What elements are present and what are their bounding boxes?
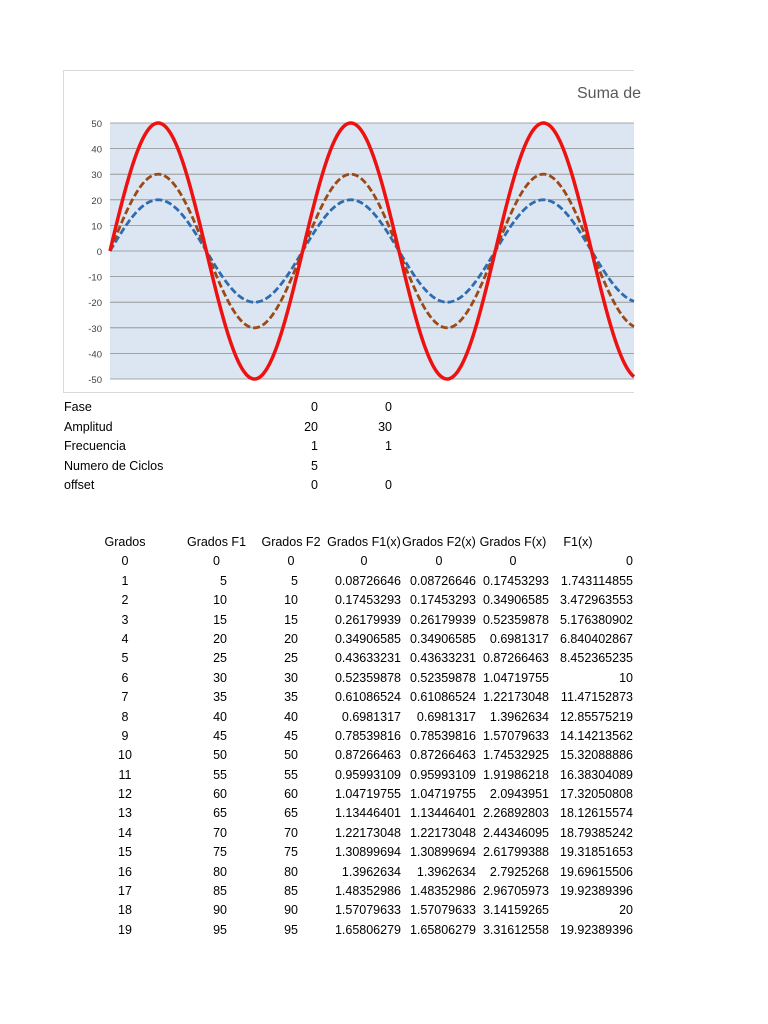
table-cell: 70: [213, 825, 227, 840]
table-cell: 30: [213, 670, 227, 685]
table-cell: 19.92389396: [560, 922, 633, 937]
param-value-1: 1: [311, 439, 318, 453]
table-cell: 35: [284, 690, 298, 705]
table-cell: 20: [619, 903, 633, 918]
table-cell: 95: [213, 922, 227, 937]
table-cell: 0.08726646: [409, 573, 476, 588]
column-header: Grados F1: [186, 535, 247, 549]
table-cell: 1.3962634: [416, 864, 476, 879]
y-tick-label: -40: [88, 349, 102, 361]
y-tick-label: -20: [88, 298, 102, 310]
table-cell: 0.87266463: [482, 651, 549, 666]
table-cell: 10: [284, 593, 298, 608]
table-cell: 10: [118, 748, 132, 763]
table-cell: 10: [619, 670, 633, 685]
table-cell: 2.26892803: [482, 806, 549, 821]
table-cell: 0.87266463: [409, 748, 476, 763]
table-cell: 1.74532925: [482, 748, 549, 763]
table-cell: 16.38304089: [560, 767, 633, 782]
table-cell: 0.52359878: [409, 670, 476, 685]
column-header: Grados: [104, 535, 146, 549]
table-cell: 0.61086524: [409, 690, 476, 705]
table-cell: 90: [213, 903, 227, 918]
table-cell: 11: [118, 767, 132, 782]
table-cell: 0.34906585: [409, 631, 476, 646]
table-cell: 1.57079633: [482, 728, 549, 743]
param-value-2: 30: [378, 419, 392, 434]
table-cell: 0.95993109: [409, 767, 476, 782]
table-cell: 75: [284, 845, 298, 860]
table-cell: 1.91986218: [482, 767, 549, 782]
table-cell: 1.13446401: [409, 806, 476, 821]
table-cell: 60: [213, 787, 227, 802]
table-cell: 0.34906585: [334, 631, 401, 646]
table-cell: 80: [213, 864, 227, 879]
table-cell: 0: [360, 554, 368, 569]
table-cell: 2.61799388: [482, 845, 549, 860]
table-cell: 16: [118, 864, 132, 879]
table-cell: 8.452365235: [560, 651, 633, 666]
table-cell: 55: [284, 767, 298, 782]
table-cell: 20: [213, 631, 227, 646]
table-cell: 2.44346095: [482, 825, 549, 840]
table-cell: 30: [284, 670, 298, 685]
table-cell: 14: [118, 825, 132, 840]
param-value-2: 1: [385, 439, 392, 453]
table-cell: 25: [284, 651, 298, 666]
table-cell: 0: [435, 554, 443, 569]
table-cell: 0: [509, 554, 517, 569]
table-cell: 0.17453293: [409, 593, 476, 608]
table-cell: 1.65806279: [409, 922, 476, 937]
table-cell: 10: [213, 593, 227, 608]
table-cell: 3.31612558: [482, 922, 549, 937]
table-cell: 50: [213, 748, 227, 763]
table-cell: 45: [284, 728, 298, 743]
table-cell: 5: [291, 573, 298, 588]
column-header: F1(x): [563, 535, 593, 549]
table-cell: 3: [121, 612, 129, 627]
table-cell: 1.22173048: [482, 690, 549, 705]
table-cell: 0.78539816: [334, 728, 401, 743]
table-cell: 5: [121, 651, 129, 666]
table-cell: 12: [118, 787, 132, 802]
table-cell: 17.32050808: [560, 787, 633, 802]
table-cell: 1.57079633: [334, 903, 401, 918]
table-cell: 50: [284, 748, 298, 763]
table-cell: 1.48352986: [334, 884, 401, 899]
param-label: offset: [64, 478, 95, 492]
table-cell: 85: [213, 884, 227, 899]
table-cell: 0.34906585: [482, 593, 549, 608]
param-label: Numero de Ciclos: [64, 458, 164, 473]
table-cell: 1.04719755: [482, 670, 549, 685]
y-tick-label: 30: [91, 170, 102, 182]
table-cell: 1.13446401: [334, 806, 401, 821]
y-tick-label: 40: [91, 144, 102, 156]
table-cell: 0.6981317: [489, 631, 549, 646]
table-cell: 0.43633231: [409, 651, 476, 666]
table-cell: 0.43633231: [334, 651, 401, 666]
param-value-1: 0: [311, 400, 318, 414]
table-cell: 1.3962634: [489, 709, 549, 724]
chart-title: Suma de: [577, 85, 642, 102]
table-cell: 1.57079633: [409, 903, 476, 918]
table-cell: 18: [118, 903, 132, 918]
table-cell: 9: [121, 728, 129, 743]
table-cell: 55: [213, 767, 227, 782]
y-tick-label: 20: [91, 195, 102, 207]
table-cell: 60: [284, 787, 298, 802]
chart-plot: [64, 71, 634, 392]
table-cell: 14.14213562: [560, 728, 633, 743]
param-label: Frecuencia: [64, 439, 126, 453]
column-header: Grados F2: [261, 535, 321, 549]
y-tick-label: 50: [91, 119, 102, 130]
table-cell: 0.17453293: [482, 573, 549, 588]
table-cell: 0.26179939: [334, 612, 401, 627]
table-cell: 0: [121, 554, 129, 569]
table-cell: 6: [121, 670, 129, 685]
table-cell: 0.78539816: [409, 728, 476, 743]
table-cell: 75: [213, 845, 227, 860]
table-cell: 3.14159265: [482, 903, 549, 918]
table-cell: 0.61086524: [334, 690, 401, 705]
table-cell: 80: [284, 864, 298, 879]
table-cell: 11.47152873: [560, 690, 633, 705]
table-cell: 12.85575219: [560, 709, 633, 724]
y-tick-label: 10: [91, 221, 102, 233]
table-cell: 0.95993109: [334, 767, 401, 782]
table-cell: 4: [121, 631, 129, 646]
param-value-2: 0: [385, 400, 392, 414]
table-cell: 0.26179939: [409, 612, 476, 627]
table-cell: 1: [121, 573, 129, 588]
table-cell: 90: [284, 903, 298, 918]
table-cell: 45: [213, 728, 227, 743]
y-tick-label: -10: [88, 272, 102, 284]
table-cell: 85: [284, 884, 298, 899]
table-cell: 1.743114855: [560, 573, 633, 588]
table-cell: 0: [213, 554, 220, 569]
param-value-2: 0: [385, 478, 392, 492]
param-value-1: 5: [311, 458, 318, 473]
table-cell: 19.92389396: [560, 884, 633, 899]
table-cell: 1.04719755: [409, 787, 476, 802]
table-cell: 3.472963553: [560, 593, 633, 608]
y-tick-label: 0: [96, 247, 102, 258]
table-cell: 95: [284, 922, 298, 937]
table-cell: 1.22173048: [409, 825, 476, 840]
table-cell: 5: [220, 573, 227, 588]
table-cell: 0.6981317: [416, 709, 476, 724]
table-cell: 1.30899694: [409, 845, 476, 860]
table-cell: 19: [118, 922, 132, 937]
table-cell: 0.52359878: [334, 670, 401, 685]
table-cell: 1.3962634: [341, 864, 401, 879]
table-cell: 1.65806279: [334, 922, 401, 937]
table-cell: 19.69615506: [560, 864, 633, 879]
table-cell: 6.840402867: [560, 631, 633, 646]
table-cell: 0.87266463: [334, 748, 401, 763]
table-cell: 17: [118, 884, 132, 899]
table-cell: 40: [284, 709, 298, 724]
table-cell: 13: [118, 806, 132, 821]
table-cell: 1.30899694: [334, 845, 401, 860]
table-cell: 0.52359878: [482, 612, 549, 627]
table-cell: 5.176380902: [560, 612, 633, 627]
table-cell: 40: [213, 709, 227, 724]
table-cell: 0: [287, 554, 295, 569]
y-tick-label: -30: [88, 323, 102, 335]
table-cell: 1.04719755: [334, 787, 401, 802]
param-label: Amplitud: [64, 419, 113, 434]
table-cell: 0: [626, 554, 633, 569]
table-cell: 20: [284, 631, 298, 646]
table-cell: 1.48352986: [409, 884, 476, 899]
table-cell: 65: [284, 806, 298, 821]
column-header: Grados F1(x): [327, 535, 401, 549]
table-cell: 18.12615574: [560, 806, 633, 821]
table-cell: 0.08726646: [334, 573, 401, 588]
table-cell: 2.0943951: [489, 787, 549, 802]
table-cell: 19.31851653: [560, 845, 633, 860]
table-cell: 25: [213, 651, 227, 666]
table-cell: 8: [121, 709, 129, 724]
table-cell: 2: [121, 593, 129, 608]
param-label: Fase: [64, 400, 92, 414]
column-header: Grados F2(x): [402, 535, 476, 549]
table-cell: 7: [121, 690, 129, 705]
column-header: Grados F(x): [479, 535, 547, 549]
table-cell: 35: [213, 690, 227, 705]
param-value-1: 0: [311, 478, 318, 492]
y-tick-label: -50: [88, 375, 102, 386]
table-cell: 15: [284, 612, 298, 627]
table-cell: 15.32088886: [560, 748, 633, 763]
table-cell: 2.7925268: [489, 864, 549, 879]
chart: [63, 70, 642, 393]
table-cell: 15: [118, 845, 132, 860]
param-value-1: 20: [304, 419, 318, 434]
table-cell: 65: [213, 806, 227, 821]
table-cell: 15: [213, 612, 227, 627]
table-cell: 0.17453293: [334, 593, 401, 608]
table-cell: 18.79385242: [560, 825, 633, 840]
table-cell: 1.22173048: [334, 825, 401, 840]
table-cell: 2.96705973: [482, 884, 549, 899]
table-cell: 0.6981317: [341, 709, 401, 724]
table-cell: 70: [284, 825, 298, 840]
